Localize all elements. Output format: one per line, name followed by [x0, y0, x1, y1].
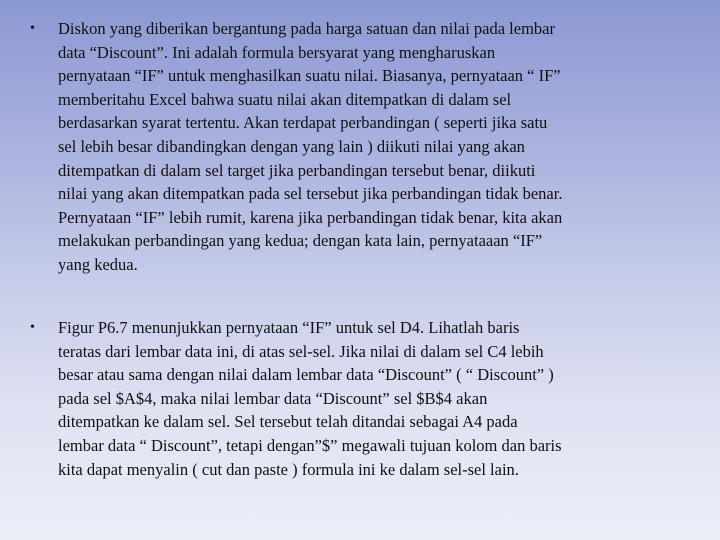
- paragraph-line: pada sel $A$4, maka nilai lembar data “Discount” sel $B$4 akan: [58, 388, 488, 408]
- paragraph-line: kita dapat menyalin ( cut dan paste ) formula ini ke dalam sel-sel lain.: [58, 459, 519, 479]
- bullet-icon: •: [30, 320, 35, 335]
- paragraph-line: sel lebih besar dibandingkan dengan yang lain ) diikuti nilai yang akan: [58, 136, 525, 156]
- bullet-item-discount-formula: [30, 17, 678, 277]
- paragraph-line: besar atau sama dengan nilai dalam lembar data “Discount” ( “ Discount” ): [58, 365, 554, 385]
- paragraph-line: teratas dari lembar data ini, di atas sel-sel. Jika nilai di dalam sel C4 lebih: [58, 341, 544, 361]
- paragraph-line: data “Discount”. Ini adalah formula bersyarat yang mengharuskan: [58, 42, 496, 62]
- paragraph-line: Figur P6.7 menunjukkan pernyataan “IF” untuk sel D4. Lihatlah baris: [58, 318, 520, 337]
- paragraph-line: memberitahu Excel bahwa suatu nilai akan ditempatkan di dalam sel: [58, 89, 512, 109]
- bullet-icon: •: [30, 21, 35, 36]
- paragraph-line: pernyataan “IF” untuk menghasilkan suatu nilai. Biasanya, pernyataan “ IF”: [58, 66, 561, 86]
- bullet-item-figure-p67: [30, 316, 678, 481]
- paragraph-line: berdasarkan syarat tertentu. Akan terdapat perbandingan ( seperti jika satu: [58, 113, 548, 133]
- paragraph-line: yang kedua.: [58, 254, 138, 274]
- paragraph-line: nilai yang akan ditempatkan pada sel tersebut jika perbandingan tidak benar.: [58, 184, 563, 204]
- paragraph-line: melakukan perbandingan yang kedua; dengan kata lain, pernyataaan “IF”: [58, 231, 543, 251]
- paragraph-line: ditempatkan ke dalam sel. Sel tersebut telah ditandai sebagai A4 pada: [58, 412, 518, 432]
- paragraph-line: Diskon yang diberikan bergantung pada harga satuan dan nilai pada lembar: [58, 19, 555, 38]
- paragraph-line: ditempatkan di dalam sel target jika perbandingan tersebut benar, diikuti: [58, 160, 536, 180]
- paragraph-line: lembar data “ Discount”, tetapi dengan”$” megawali tujuan kolom dan baris: [58, 435, 562, 455]
- paragraph-line: Pernyataan “IF” lebih rumit, karena jika perbandingan tidak benar, kita akan: [58, 207, 563, 227]
